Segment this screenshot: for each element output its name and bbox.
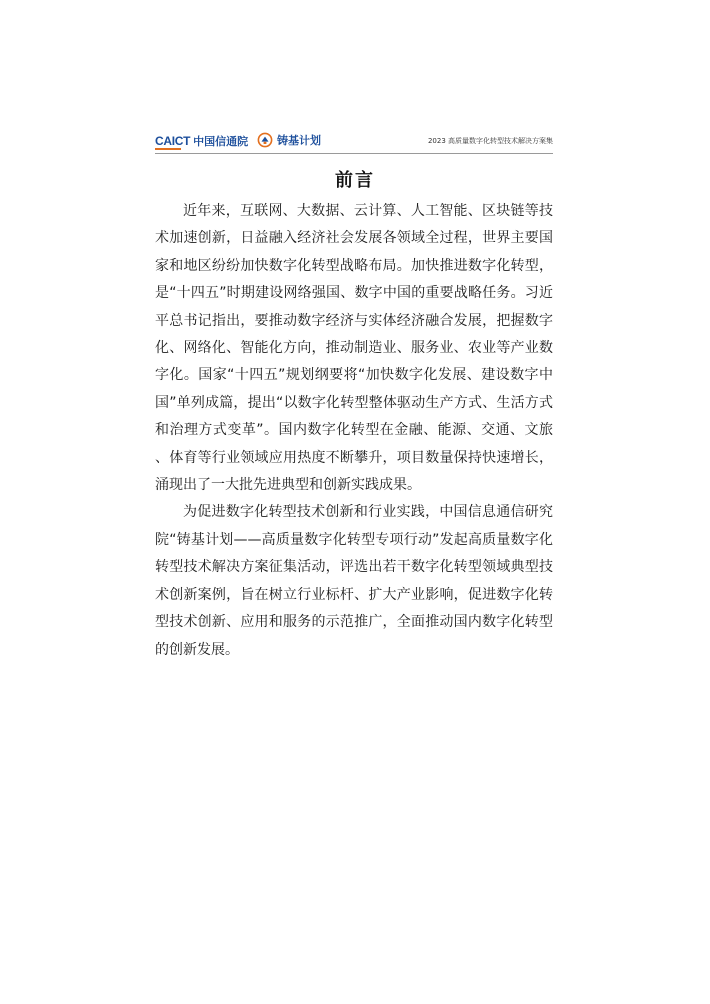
paragraph: 近年来，互联网、大数据、云计算、人工智能、区块链等技术加速创新，日益融入经济社会发展各领域全过程，世界主要国家和地区纷纷加快数字化转型战略布局。加快推进数字化转型，是“十四五”时期建设网络强国、数字中国的重要战略任务。习近平总书记指出，要推动数字经济与实体经济融合发展，把握数字化、网络化、智能化方向，推动制造业、服务业、农业等产业数字化。国家“十四五”规划纲要将“加快数字化发展、建设数字中国”单列成篇，提出“以数字化转型整体驱动生产方式、生活方式和治理方式变革”。国内数字化转型在金融、能源、交通、文旅、体育等行业领域应用热度不断攀升，项目数量保持快速增长，涌现出了一大批先进典型和创新实践成果。 <box>155 203 553 494</box>
caict-logo-underline <box>155 148 181 150</box>
body-text <box>155 198 553 664</box>
zhuji-logo-icon <box>257 132 273 148</box>
caict-logo-cn: 中国信通院 <box>193 135 249 148</box>
zhuji-logo-text: 铸基计划 <box>277 134 321 147</box>
header-divider <box>155 153 553 154</box>
zhuji-logo <box>257 131 321 149</box>
page-header <box>155 130 553 152</box>
caict-logo <box>155 132 248 150</box>
caict-logo-text: CAICT <box>155 134 191 148</box>
page-title: 前言 <box>335 170 375 191</box>
document-title: 2023 高质量数字化转型技术解决方案集 <box>427 137 553 145</box>
paragraph: 为促进数字化转型技术创新和行业实践，中国信息通信研究院“铸基计划——高质量数字化转型专项行动”发起高质量数字化转型技术解决方案征集活动，评选出若干数字化转型领域典型技术创新案例，旨在树立行业标杆、扩大产业影响，促进数字化转型技术创新、应用和服务的示范推广，全面推动国内数字化转型的创新发展。 <box>155 504 553 658</box>
